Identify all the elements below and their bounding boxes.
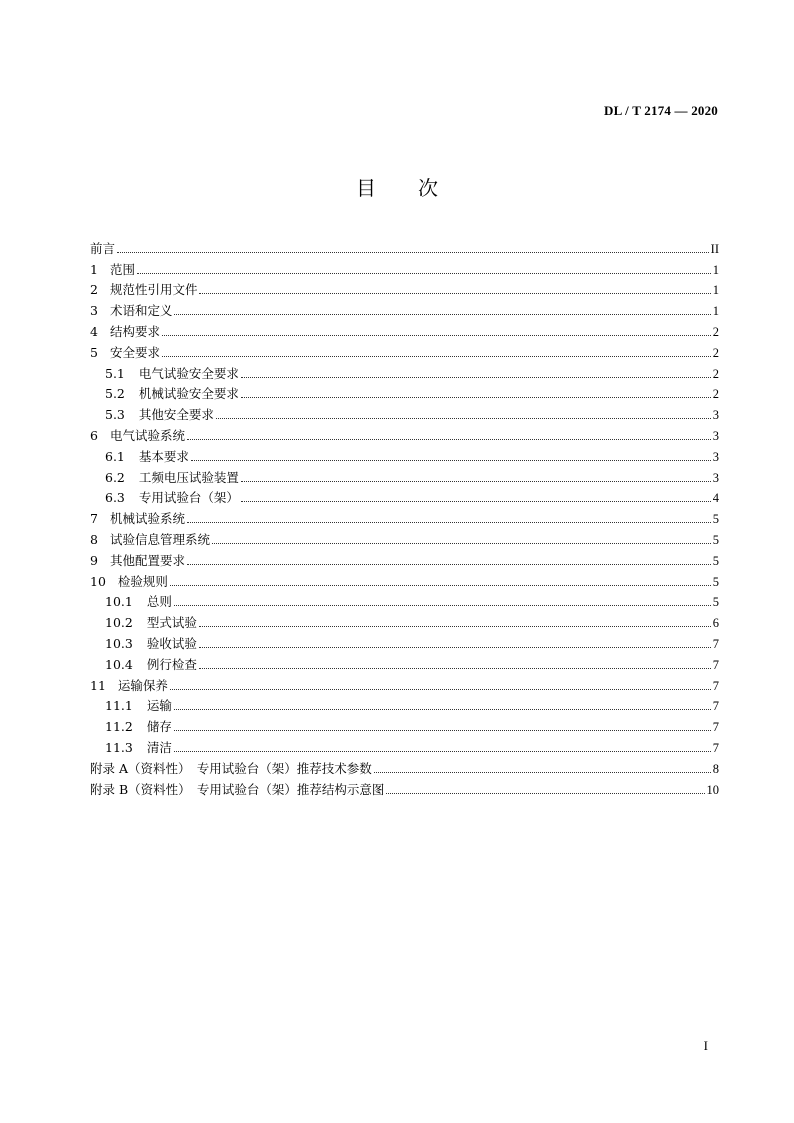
toc-entry-number: 10.3 — [105, 635, 133, 651]
toc-entry-label: 储存 — [146, 719, 172, 735]
toc-entry-label: 机械试验安全要求 — [138, 386, 239, 402]
toc-entry-number: 10.2 — [105, 615, 133, 631]
toc-entry-page: 4 — [712, 491, 719, 506]
dot-leader — [241, 397, 711, 398]
toc-entry-number: 7 — [90, 511, 98, 527]
toc-entry-number: 1 — [90, 261, 98, 277]
toc-entry-label: 工频电压试验装置 — [138, 469, 239, 485]
toc-entry[interactable] — [90, 382, 719, 403]
toc-entry-label: 基本要求 — [138, 448, 189, 464]
toc-entry-page: 7 — [712, 657, 719, 672]
dot-leader — [199, 293, 710, 294]
toc-entry-label: 电气试验安全要求 — [138, 365, 239, 381]
toc-entry-page: 3 — [712, 449, 719, 464]
toc-entry-page: 5 — [712, 512, 719, 527]
toc-entry-label: 其他安全要求 — [138, 407, 214, 423]
toc-entry-label: 术语和定义 — [109, 303, 173, 319]
toc-entry-label: 专用试验台（架） — [138, 490, 239, 506]
toc-entry[interactable] — [90, 714, 719, 735]
toc-entry-number: 11.2 — [105, 719, 133, 735]
dot-leader — [386, 793, 704, 794]
toc-entry[interactable] — [90, 548, 719, 569]
toc-entry-label: 规范性引用文件 — [109, 282, 198, 298]
toc-entry-label: 结构要求 — [109, 323, 160, 339]
toc-entry-page: 1 — [712, 262, 719, 277]
page-number: I — [703, 1038, 708, 1053]
dot-leader — [187, 439, 711, 440]
dot-leader — [216, 418, 711, 419]
dot-leader — [117, 252, 709, 253]
toc-entry-number: 5.1 — [105, 365, 125, 381]
toc-entry-label: 前言 — [90, 240, 116, 256]
toc-entry-page: 7 — [712, 740, 719, 755]
dot-leader — [187, 564, 711, 565]
page-title: 目次 — [356, 176, 480, 200]
toc-entry-page: 2 — [712, 366, 719, 381]
table-of-contents — [90, 236, 719, 798]
toc-entry-number: 8 — [90, 531, 98, 547]
toc-entry-number: 11.1 — [105, 698, 133, 714]
dot-leader — [174, 730, 711, 731]
dot-leader — [187, 522, 711, 523]
toc-entry[interactable] — [90, 506, 719, 527]
toc-entry-page: 3 — [712, 408, 719, 423]
toc-entry-label: 运输保养 — [117, 677, 168, 693]
dot-leader — [199, 626, 711, 627]
toc-entry[interactable] — [90, 361, 719, 382]
dot-leader — [199, 668, 711, 669]
toc-entry-label: 安全要求 — [109, 344, 160, 360]
toc-entry[interactable] — [90, 423, 719, 444]
toc-entry-number: 5.3 — [105, 407, 125, 423]
toc-entry-number: 6.1 — [105, 448, 125, 464]
dot-leader — [170, 689, 711, 690]
toc-entry-number: 4 — [90, 323, 98, 339]
toc-entry[interactable] — [90, 319, 719, 340]
toc-entry-number: 5 — [90, 344, 98, 360]
toc-entry-label: 例行检查 — [146, 656, 197, 672]
toc-entry-page: 10 — [706, 782, 719, 797]
dot-leader — [174, 751, 711, 752]
toc-entry-label: 型式试验 — [146, 615, 197, 631]
toc-entry-label: 试验信息管理系统 — [109, 531, 210, 547]
toc-entry-page: 1 — [712, 304, 719, 319]
toc-entry-label: 验收试验 — [146, 635, 197, 651]
toc-entry-page: 2 — [712, 345, 719, 360]
toc-entry-number: 5.2 — [105, 386, 125, 402]
toc-entry-page: 7 — [712, 699, 719, 714]
dot-leader — [241, 501, 711, 502]
toc-entry-number: 2 — [90, 282, 98, 298]
toc-entry[interactable] — [90, 735, 719, 756]
toc-entry-number: 6 — [90, 427, 98, 443]
dot-leader — [174, 709, 711, 710]
toc-entry-page: 5 — [712, 532, 719, 547]
toc-entry[interactable] — [90, 444, 719, 465]
dot-leader — [162, 356, 711, 357]
toc-entry-number: 10 — [90, 573, 106, 589]
toc-entry-page: 6 — [712, 616, 719, 631]
toc-entry-number: 11.3 — [105, 739, 133, 755]
toc-entry-page: 8 — [712, 761, 719, 776]
toc-entry[interactable] — [90, 756, 719, 777]
toc-entry-page: 5 — [712, 553, 719, 568]
toc-entry-label: 运输 — [146, 698, 172, 714]
toc-entry[interactable] — [90, 527, 719, 548]
toc-entry-page: 7 — [712, 636, 719, 651]
toc-entry-number: 11 — [90, 677, 106, 693]
toc-entry[interactable] — [90, 652, 719, 673]
toc-entry-label: 范围 — [109, 261, 135, 277]
toc-entry-number: 6.2 — [105, 469, 125, 485]
toc-entry-page: 7 — [712, 678, 719, 693]
toc-entry-label: 其他配置要求 — [109, 552, 185, 568]
toc-entry-label: 附录 B（资料性） 专用试验台（架）推荐结构示意图 — [90, 781, 385, 797]
toc-entry-number: 9 — [90, 552, 98, 568]
toc-entry[interactable] — [90, 402, 719, 423]
toc-entry-page: 7 — [712, 720, 719, 735]
toc-entry-number: 6.3 — [105, 490, 125, 506]
dot-leader — [374, 772, 711, 773]
toc-entry-page: 5 — [712, 595, 719, 610]
dot-leader — [212, 543, 711, 544]
toc-entry-label: 电气试验系统 — [109, 427, 185, 443]
dot-leader — [241, 377, 711, 378]
toc-entry-number: 3 — [90, 303, 98, 319]
toc-entry[interactable] — [90, 278, 719, 299]
toc-entry[interactable] — [90, 694, 719, 715]
dot-leader — [174, 314, 710, 315]
toc-entry-page: II — [710, 241, 719, 256]
toc-entry-label: 机械试验系统 — [109, 511, 185, 527]
dot-leader — [162, 335, 711, 336]
toc-entry[interactable] — [90, 340, 719, 361]
toc-entry-label: 附录 A（资料性） 专用试验台（架）推荐技术参数 — [90, 760, 372, 776]
toc-entry-number: 10.4 — [105, 656, 133, 672]
toc-entry[interactable] — [90, 257, 719, 278]
toc-entry-page: 1 — [712, 283, 719, 298]
toc-entry[interactable] — [90, 236, 719, 257]
toc-entry[interactable] — [90, 486, 719, 507]
toc-entry[interactable] — [90, 465, 719, 486]
toc-entry[interactable] — [90, 590, 719, 611]
dot-leader — [137, 273, 711, 274]
dot-leader — [174, 605, 711, 606]
dot-leader — [170, 585, 711, 586]
toc-entry-page: 5 — [712, 574, 719, 589]
toc-entry[interactable] — [90, 569, 719, 590]
standard-code: DL / T 2174 — 2020 — [603, 103, 718, 118]
toc-entry-page: 2 — [712, 387, 719, 402]
dot-leader — [199, 647, 711, 648]
toc-entry-label: 检验规则 — [117, 573, 168, 589]
dot-leader — [241, 481, 711, 482]
toc-entry[interactable] — [90, 631, 719, 652]
toc-entry[interactable] — [90, 673, 719, 694]
dot-leader — [191, 460, 711, 461]
toc-entry-label: 清洁 — [146, 739, 172, 755]
toc-entry[interactable] — [90, 610, 719, 631]
toc-entry-page: 3 — [712, 470, 719, 485]
toc-entry[interactable] — [90, 777, 719, 798]
toc-entry-page: 3 — [712, 428, 719, 443]
toc-entry[interactable] — [90, 298, 719, 319]
toc-entry-page: 2 — [712, 324, 719, 339]
toc-entry-label: 总则 — [146, 594, 172, 610]
toc-entry-number: 10.1 — [105, 594, 133, 610]
